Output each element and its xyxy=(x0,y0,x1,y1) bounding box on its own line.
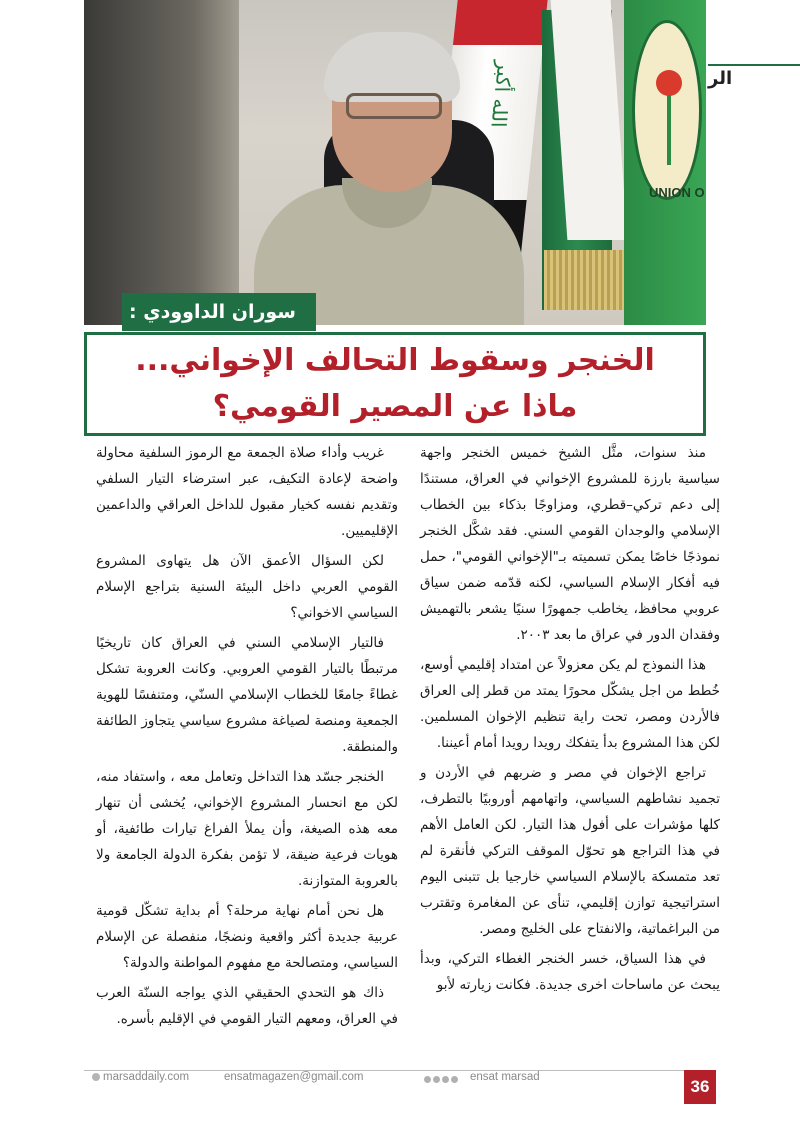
footer-website[interactable] xyxy=(92,1071,189,1083)
flag-inscription: الله أكبر xyxy=(486,60,518,128)
article-photo xyxy=(84,0,706,325)
page-footer xyxy=(92,1071,692,1089)
social-icons xyxy=(424,1074,460,1086)
instagram-icon[interactable] xyxy=(442,1076,449,1083)
facebook-icon[interactable] xyxy=(424,1076,431,1083)
footer-email[interactable]: ensatmagazen@gmail.com xyxy=(224,1071,364,1083)
article-column-right xyxy=(420,440,720,1002)
globe-icon xyxy=(92,1073,100,1081)
paragraph: هل نحن أمام نهاية مرحلة؟ أم بداية تشكّل قومية عربية جديدة أكثر واقعية ونضجًا، منفصلة عن الإسلام السياسي، ومتصالحة مع مفهوم المواطنة والدولة؟ xyxy=(96,903,398,971)
person-hair xyxy=(324,32,460,102)
paragraph: الخنجر جسّد هذا التداخل وتعامل معه ، واستفاد منه، لكن مع انحسار المشروع الإخواني، يُخشى أن تنهار معه هذه الصيغة، وأن يملأ الفراغ تيارات طائفية، أو هويات فرعية ضيقة، لا تؤمن بفكرة الدولة الجامعة ولا بالعروبة المتوازنة. xyxy=(96,769,398,889)
paragraph: منذ سنوات، مثَّل الشيخ خميس الخنجر واجهة سياسية بارزة للمشروع الإخواني في العراق، مستندًا إلى دعم تركي–قطري، ومزاوجًا بذكاء بين الخطاب الإسلامي والوجدان القومي السني. فقد شكَّل الخنجر نموذجًا خاصًا يمكن تسميته بـ"الإخواني القومي"، حمل فيه أفكار الإسلام السياسي، لكنه قدّمه ضمن سياق عروبي محافظ، يخاطب جمهورًا سنيًا يشعر بالتهميش وفقدان الدور في عراق ما بعد ٢٠٠٣. xyxy=(420,445,720,643)
author-name-tag: سوران الداوودي : xyxy=(122,293,316,331)
article-title-line-2: ماذا عن المصير القومي؟ xyxy=(212,389,578,424)
article-title-box xyxy=(84,332,706,436)
header-fragment xyxy=(708,64,800,89)
page-number: 36 xyxy=(684,1070,716,1104)
paragraph: غريب وأداء صلاة الجمعة مع الرموز السلفية محاولة واضحة لإعادة التكيف، عبر استرضاء التيار السلفي وتقديم نفسه كخيار مقبول للداخل العراقي والداعمين الإقليميين. xyxy=(96,445,398,539)
emblem-stem xyxy=(667,95,671,165)
emblem-flower xyxy=(656,70,682,96)
article-column-left xyxy=(96,440,398,1036)
paragraph: فالتيار الإسلامي السني في العراق كان تاريخيًا مرتبطًا بالتيار القومي العروبي. وكانت العروبة تشكل غطاءً جامعًا للخطاب الإسلامي السنّي، ومتنفسًا للهوية الجمعية ومنصة لصياغة مشروع سياسي يتجاوز الطائفة والمنطقة. xyxy=(96,635,398,755)
youtube-icon[interactable] xyxy=(451,1076,458,1083)
paragraph: في هذا السياق، خسر الخنجر الغطاء التركي، وبدأ يبحث عن ماساحات اخرى جديدة. فكانت زيارته لأبو xyxy=(420,951,720,993)
footer-website-text: marsaddaily.com xyxy=(103,1071,190,1083)
flag-fringe xyxy=(544,250,624,310)
header-fragment-text: الر xyxy=(708,68,733,89)
paragraph: تراجع الإخوان في مصر و ضربهم في الأردن و تجميد نشاطهم السياسي، واتهامهم أوروبيًا بالتطرف، كلها مؤشرات على أفول هذا التيار. لكن العامل الأهم في هذا التراجع هو تحوّل الموقف التركي فأنقرة لم تعد متمسكة بالإسلام السياسي خارجيا بل تتبنى اليوم استراتيجية توازن إقليمي، تنأى عن المغامرة وتقترب من البراغماتية، والانفتاح على الخليج ومصر. xyxy=(420,765,720,937)
paragraph: هذا النموذج لم يكن معزولاً عن امتداد إقليمي أوسع، خُطط من اجل يشكّل محورًا يمتد من قطر إلى العراق فالأردن ومصر، تحت راية تنظيم الإخوان المسلمين. لكن هذا المشروع بدأ يتفكك رويدا رويدا أمام أعيننا. xyxy=(420,657,720,751)
paragraph: لكن السؤال الأعمق الآن هل يتهاوى المشروع القومي العربي داخل البيئة السنية بتراجع الإسلام السياسي الاخواني؟ xyxy=(96,553,398,621)
article-title-line-1: الخنجر وسقوط التحالف الإخواني... xyxy=(135,343,655,378)
twitter-icon[interactable] xyxy=(433,1076,440,1083)
person-glasses xyxy=(346,93,442,119)
photo-background xyxy=(84,0,239,325)
footer-social-handle: ensat marsad xyxy=(470,1071,540,1083)
paragraph: ذاك هو التحدي الحقيقي الذي يواجه السنّة العرب في العراق، ومعهم التيار القومي في الإقليم بأسره. xyxy=(96,985,398,1027)
union-label: UNION O xyxy=(649,185,705,200)
